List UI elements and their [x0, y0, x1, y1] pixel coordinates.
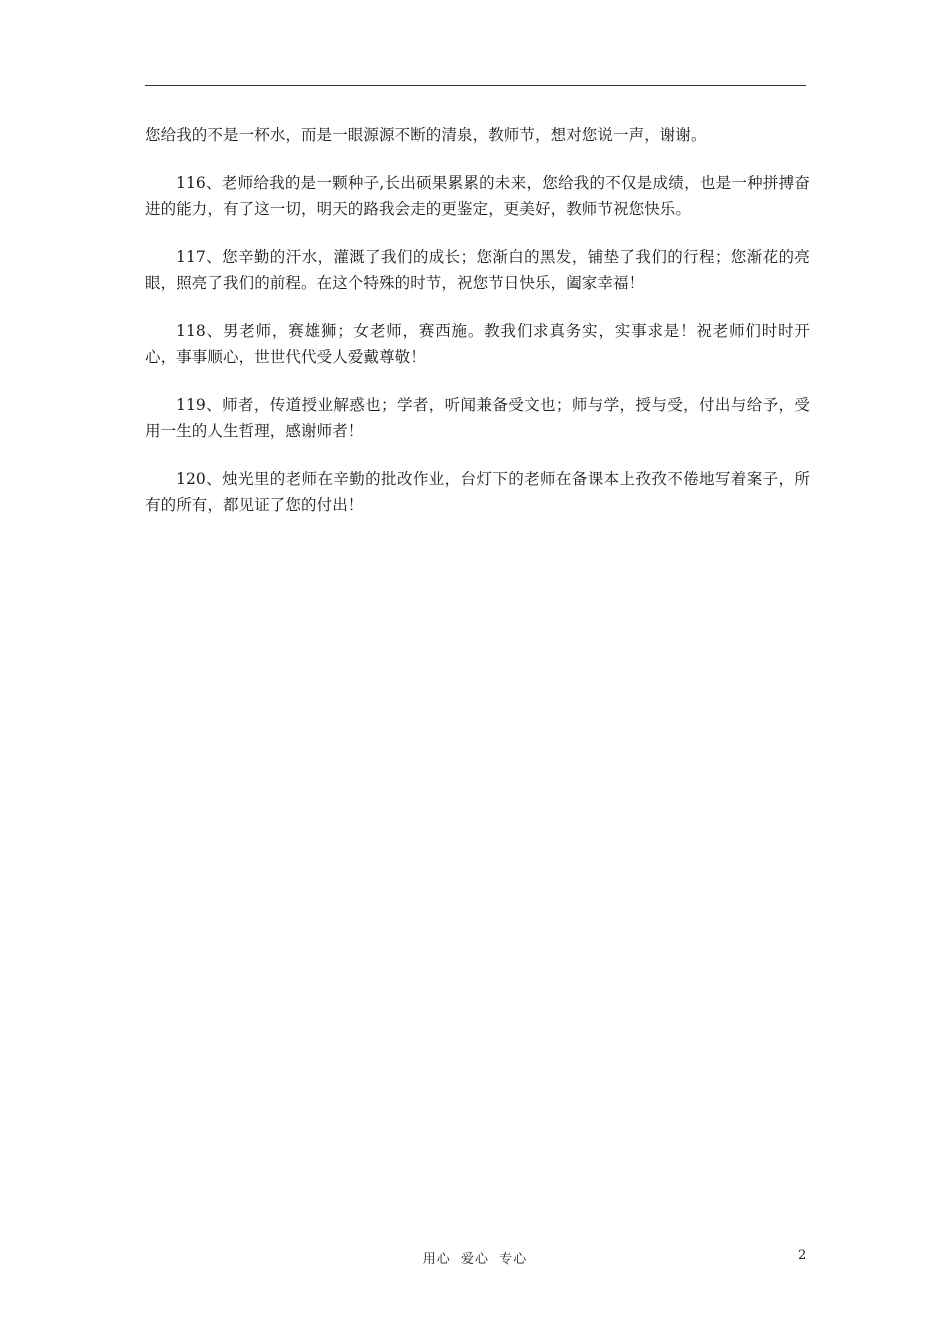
paragraph-119: 119、师者，传道授业解惑也；学者，听闻兼备受文也；师与学，授与受，付出与给予，受用一生的人生哲理，感谢师者！	[145, 396, 810, 440]
paragraph-116: 116、老师给我的是一颗种子,长出硕果累累的未来，您给我的不仅是成绩，也是一种拼搏奋进的能力，有了这一切，明天的路我会走的更鉴定，更美好，教师节祝您快乐。	[145, 174, 810, 218]
paragraph-118: 118、男老师，赛雄狮；女老师，赛西施。教我们求真务实，实事求是！祝老师们时时开心，事事顺心，世世代代受人爱戴尊敬！	[145, 322, 810, 366]
paragraph-continuation: 您给我的不是一杯水，而是一眼源源不断的清泉，教师节，想对您说一声，谢谢。	[145, 126, 707, 144]
document-body	[145, 122, 810, 540]
paragraph-120: 120、烛光里的老师在辛勤的批改作业，台灯下的老师在备课本上孜孜不倦地写着案子，所有的所有，都见证了您的付出！	[145, 470, 810, 514]
paragraph-117: 117、您辛勤的汗水，灌溉了我们的成长；您渐白的黑发，铺垫了我们的行程；您渐花的亮眼，照亮了我们的前程。在这个特殊的时节，祝您节日快乐，阖家幸福！	[145, 248, 810, 292]
footer-motto: 用心 爱心 专心	[422, 1252, 528, 1267]
header-rule	[145, 85, 806, 86]
page-number: 2	[798, 1248, 807, 1263]
